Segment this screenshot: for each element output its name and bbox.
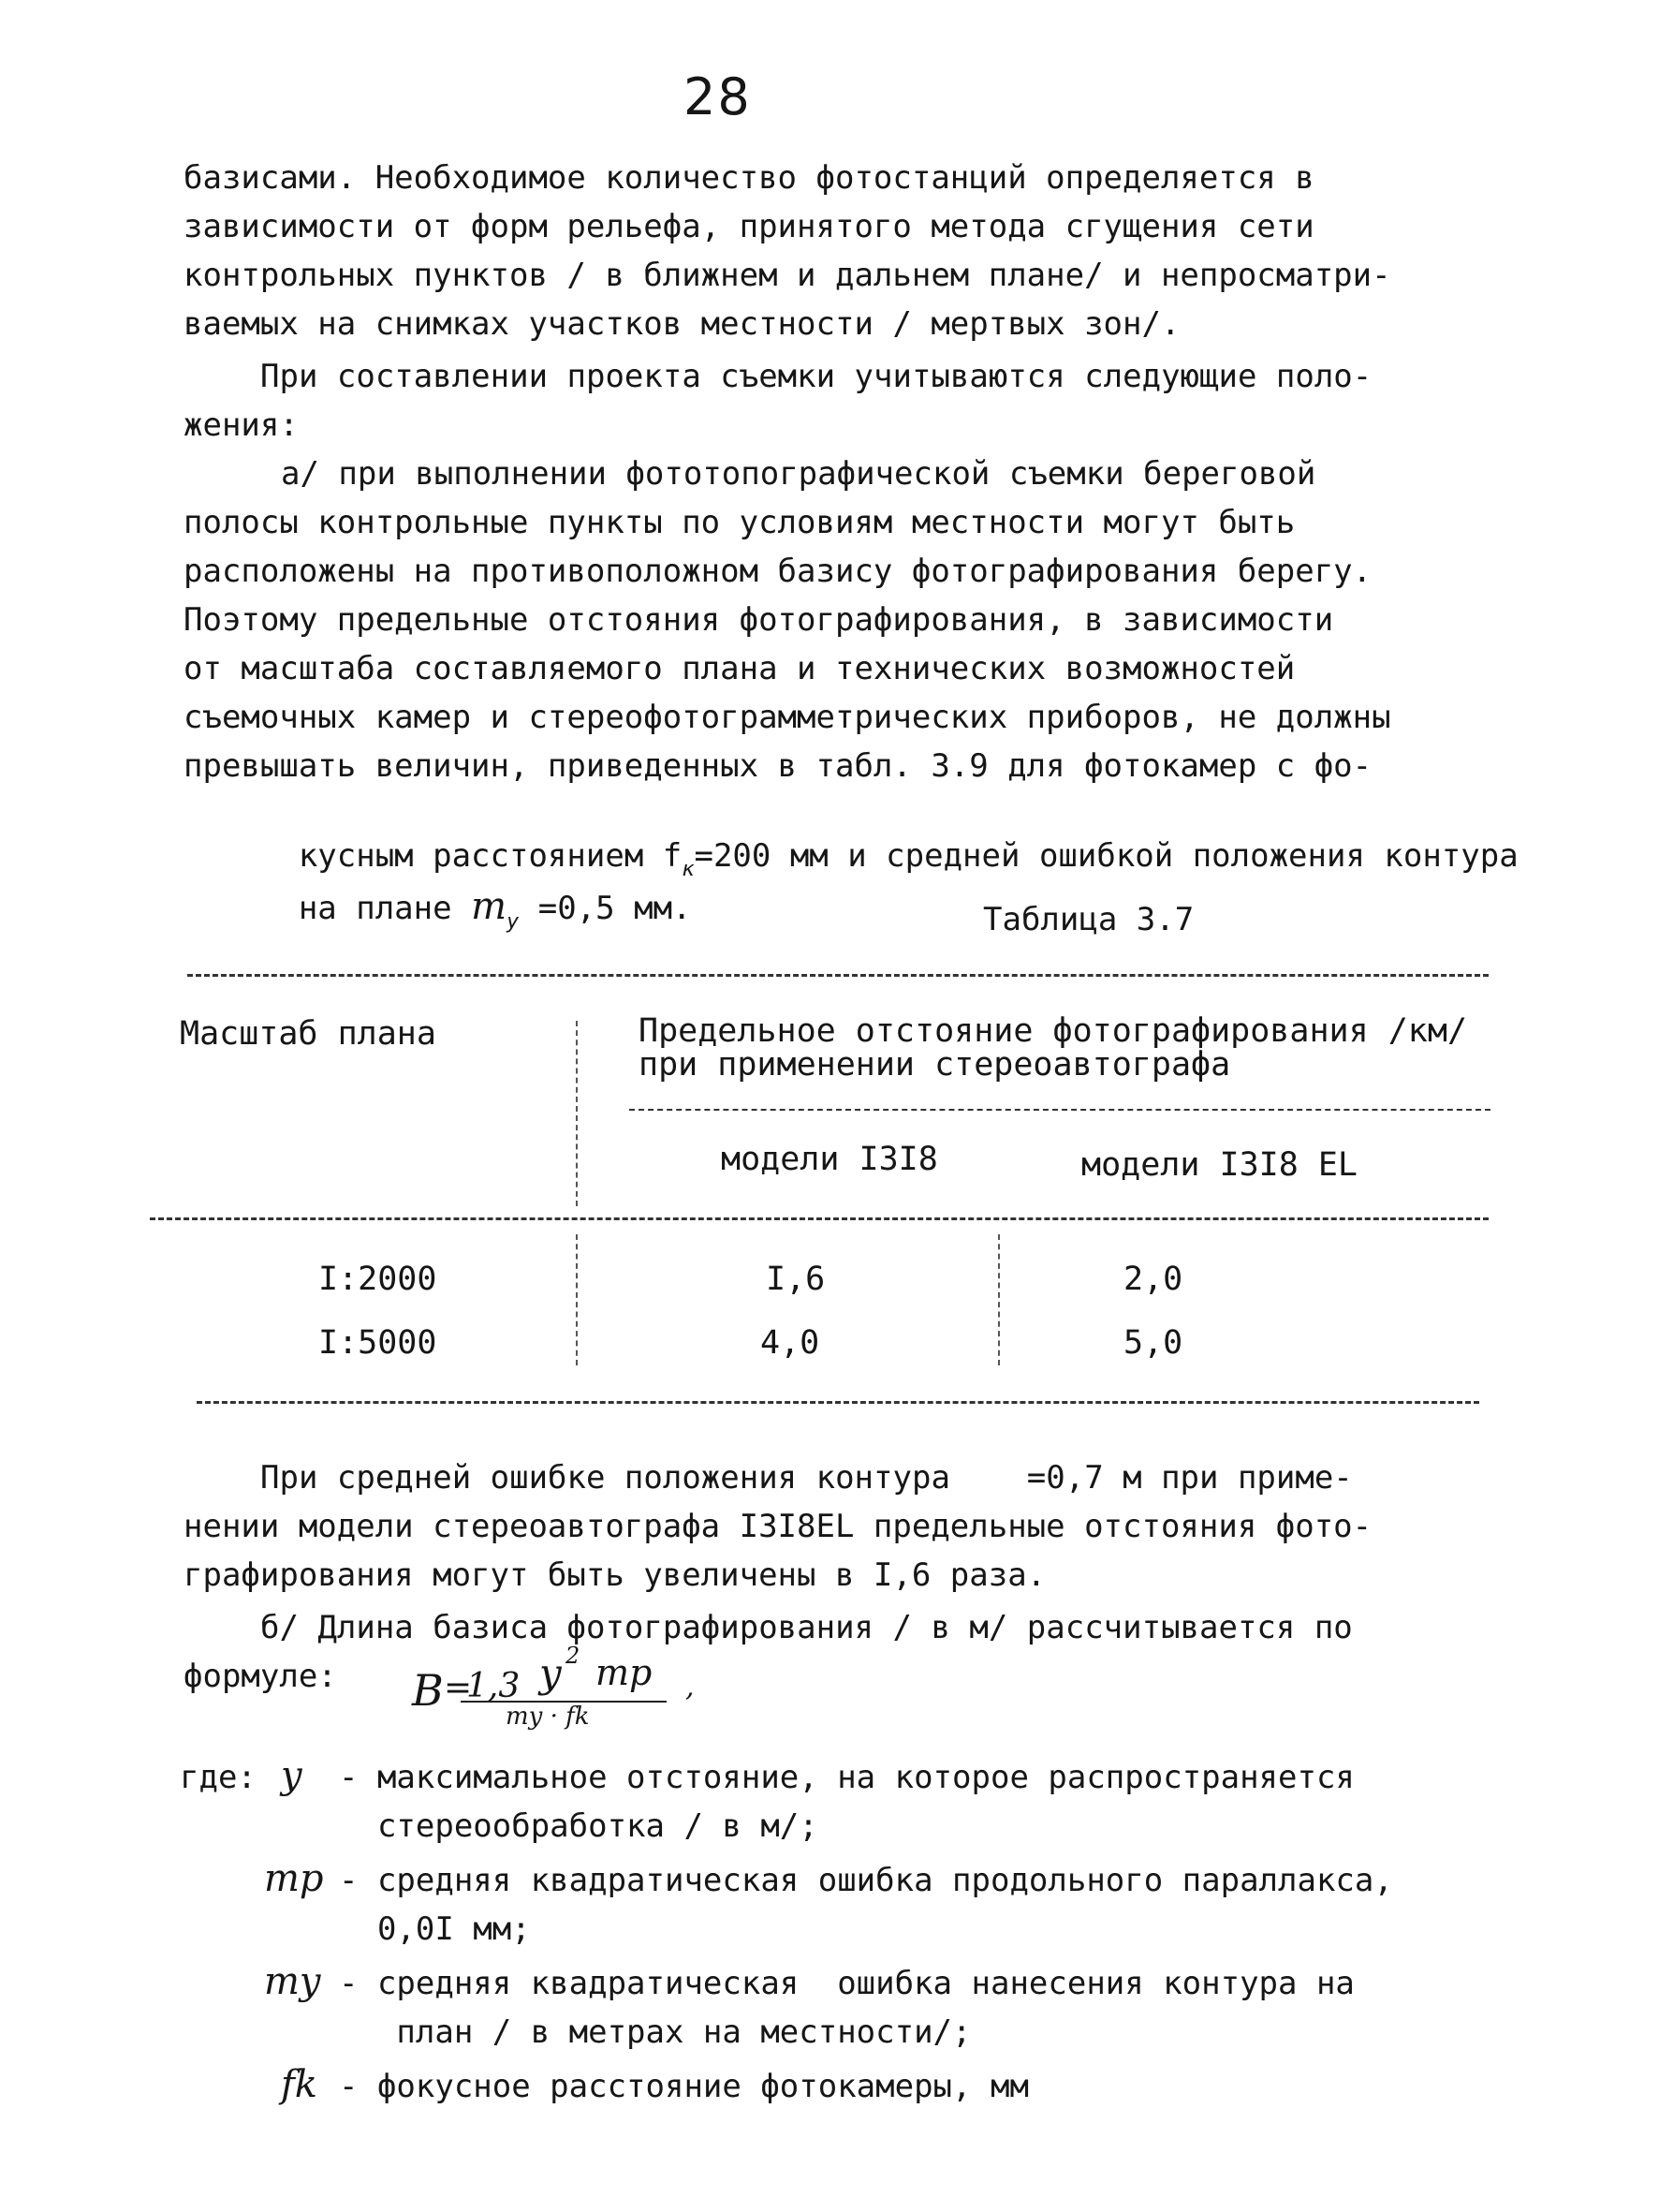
text-line: жения: bbox=[184, 406, 299, 444]
text-line: полосы контрольные пункты по условиям местности могут быть bbox=[184, 504, 1296, 541]
table-bottom-rule bbox=[197, 1401, 1479, 1404]
text-line: от масштаба составляемого плана и технических возможностей bbox=[184, 650, 1296, 687]
sub-header: модели I3I8 EL bbox=[1081, 1146, 1358, 1184]
subscript: к bbox=[682, 858, 695, 881]
text-line: графирования могут быть увеличены в I,6 раза. bbox=[184, 1556, 1047, 1594]
column-divider bbox=[576, 1234, 578, 1365]
where-label: где: bbox=[180, 1759, 257, 1796]
text-line: ваемых на снимках участков местности / мертвых зон/. bbox=[184, 305, 1181, 343]
formula-numerator-var: y bbox=[539, 1650, 562, 1696]
table-cell: I:2000 bbox=[318, 1261, 437, 1298]
column-divider bbox=[998, 1234, 1000, 1365]
text-fragment: =200 мм и средней ошибкой положения контура bbox=[694, 837, 1519, 875]
handwritten-symbol: m bbox=[471, 885, 507, 928]
text-fragment: =0,5 мм. bbox=[537, 890, 692, 927]
subscript: y bbox=[507, 910, 520, 934]
column-header: Масштаб плана bbox=[180, 1015, 436, 1053]
formula-equals: = bbox=[444, 1669, 473, 1707]
text-line: базисами. Необходимое количество фотостанций определяется в bbox=[184, 159, 1314, 197]
definition-symbol: y bbox=[281, 1754, 302, 1797]
formula-coefficient: 1,3 bbox=[466, 1667, 521, 1705]
formula-exponent: 2 bbox=[565, 1643, 580, 1669]
definition-text: 0,0I мм; bbox=[339, 1910, 531, 1948]
definition-symbol: my bbox=[264, 1960, 321, 2003]
formula-trailing-comma: , bbox=[685, 1671, 695, 1703]
table-cell: I,6 bbox=[766, 1261, 826, 1298]
formula-lhs: B bbox=[412, 1665, 444, 1716]
definition-symbol: mp bbox=[264, 1857, 324, 1900]
group-header-rule bbox=[629, 1109, 1490, 1111]
text-line: При средней ошибке положения контура =0,7 м при приме- bbox=[260, 1459, 1353, 1497]
table-cell: 4,0 bbox=[760, 1324, 820, 1362]
definition-text: - средняя квадратическая ошибка нанесения контура на bbox=[339, 1965, 1355, 2002]
definition-symbol: fk bbox=[281, 2063, 318, 2106]
definition-text: план / в метрах на местности/; bbox=[339, 2013, 972, 2051]
text-line: контрольных пунктов / в ближнем и дальнем плане/ и непросматри- bbox=[184, 257, 1391, 294]
definition-text: стереообработка / в м/; bbox=[339, 1807, 818, 1845]
text-fragment: кусным расстоянием f bbox=[298, 837, 683, 875]
table-cell: 2,0 bbox=[1123, 1261, 1183, 1298]
page-number: 28 bbox=[683, 67, 752, 126]
formula-numerator-rest: mp bbox=[595, 1652, 653, 1693]
definition-text: - средняя квадратическая ошибка продольного параллакса, bbox=[339, 1862, 1393, 1899]
text-line bbox=[184, 845, 695, 984]
text-line: формуле: bbox=[184, 1658, 337, 1695]
text-line: При составлении проекта съемки учитываются следующие поло- bbox=[260, 358, 1373, 395]
text-line: нении модели стереоавтографа I3I8EL предельные отстояния фото- bbox=[184, 1508, 1373, 1545]
table-top-rule bbox=[187, 974, 1489, 977]
table-cell: I:5000 bbox=[318, 1324, 437, 1362]
definition-text: - максимальное отстояние, на которое распространяется bbox=[339, 1759, 1355, 1796]
column-divider bbox=[576, 1021, 578, 1206]
text-fragment: на плане bbox=[298, 890, 452, 927]
text-line: съемочных камер и стереофотограмметрических приборов, не должны bbox=[184, 699, 1391, 736]
text-line: а/ при выполнении фототопографической съемки береговой bbox=[281, 455, 1316, 493]
formula-denominator: my · fk bbox=[506, 1703, 590, 1731]
text-line: Поэтому предельные отстояния фотографирования, в зависимости bbox=[184, 601, 1334, 639]
table-cell: 5,0 bbox=[1123, 1324, 1183, 1362]
sub-header: модели I3I8 bbox=[721, 1141, 938, 1178]
table-caption: Таблица 3.7 bbox=[983, 901, 1195, 938]
text-line: зависимости от форм рельефа, принятого метода сгущения сети bbox=[184, 208, 1314, 245]
definition-text: - фокусное расстояние фотокамеры, мм bbox=[339, 2068, 1029, 2105]
text-line: расположены на противоположном базису фотографирования берегу. bbox=[184, 553, 1373, 590]
group-header: при применении стереоавтографа bbox=[639, 1046, 1231, 1084]
text-line: превышать величин, приведенных в табл. 3.9 для фотокамер с фо- bbox=[184, 747, 1373, 785]
group-header: Предельное отстояние фотографирования /км/ bbox=[639, 1012, 1468, 1050]
header-bottom-rule bbox=[150, 1217, 1489, 1220]
text-line: б/ Длина базиса фотографирования / в м/ рассчитывается по bbox=[260, 1609, 1353, 1646]
base-length-formula bbox=[412, 1643, 721, 1742]
